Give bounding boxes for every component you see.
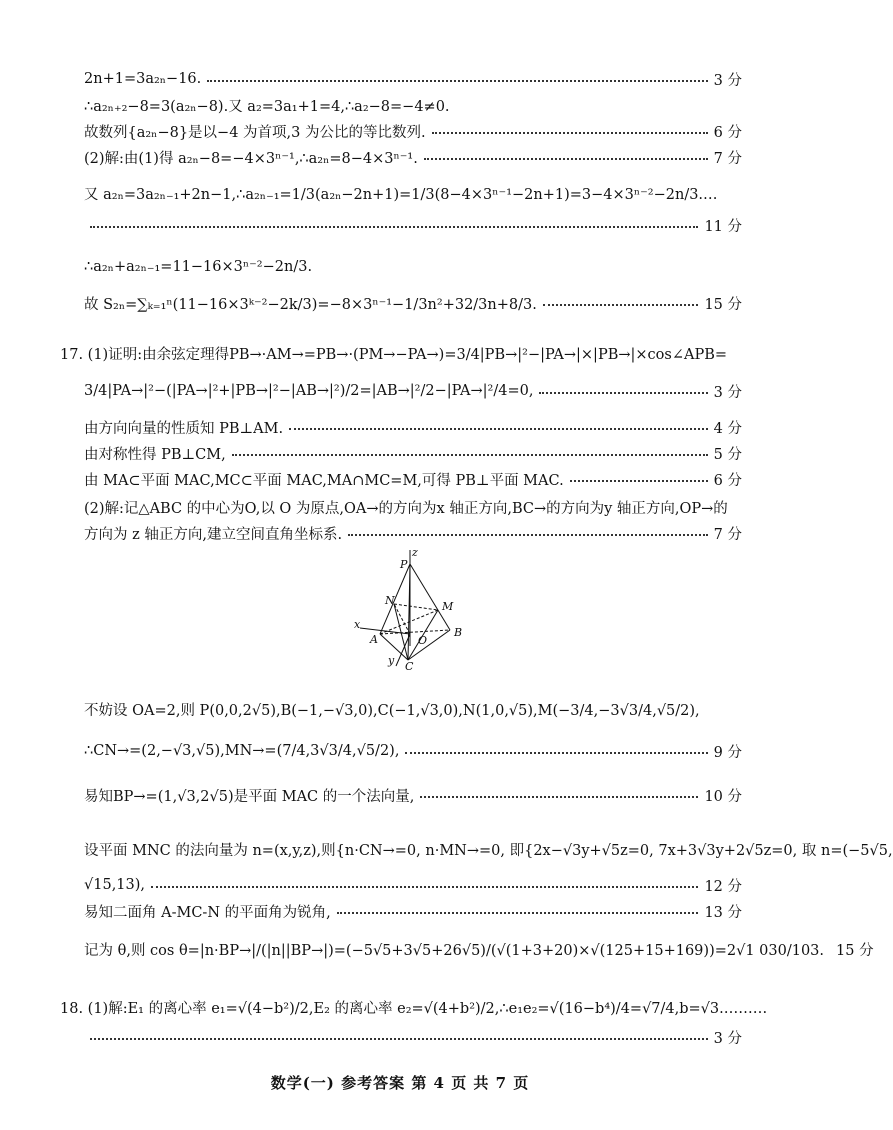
score-label: 3 分 — [713, 1030, 742, 1047]
line-8 — [84, 290, 742, 316]
line-text: 17. (1)证明:由余弦定理得PB→·AM→=PB→·(PM→−PA→)=3/4|PB→|²−|PA→|×|PB→|×cos∠APB= — [60, 346, 728, 363]
line-text: 2n+1=3a₂ₙ−16. — [84, 71, 202, 87]
score-label: 15 分 — [836, 942, 874, 959]
line-23 — [60, 994, 768, 1020]
dot-leader — [232, 454, 708, 456]
line-1 — [84, 66, 742, 92]
line-text: 易知BP→=(1,√3,2√5)是平面 MAC 的一个法向量, — [84, 788, 415, 805]
line-text: 设平面 MNC 的法向量为 n=(x,y,z),则{n·CN→=0, n·MN→=0, 即{2x−√3y+√5z=0, 7x+3√3y+2√5z=0, 取 n=(−5√5, — [84, 842, 893, 859]
line-4 — [84, 144, 742, 170]
line-text: √15,13), — [84, 877, 146, 893]
dot-leader — [424, 158, 708, 160]
line-7 — [84, 254, 742, 280]
line-text: 记为 θ,则 cos θ=|n·BP→|/(|n||BP→|)=(−5√5+3√5+26√5)/(√(1+3+20)×√(125+15+169))=2√1 030/103. — [84, 942, 825, 959]
score-label: 3 分 — [713, 72, 742, 89]
label-z: z — [412, 546, 418, 559]
line-14 — [84, 494, 742, 520]
line-11 — [84, 414, 742, 440]
line-21 — [84, 898, 742, 924]
line-text: ∴CN→=(2,−√3,√5),MN→=(7/4,3√3/4,√5/2), — [84, 743, 400, 759]
label-C: C — [405, 660, 414, 673]
line-12 — [84, 440, 742, 466]
segment-NM — [394, 604, 438, 610]
score-label: 6 分 — [713, 124, 742, 141]
line-10 — [84, 378, 742, 404]
score-label: 9 分 — [713, 744, 742, 761]
x-axis — [360, 628, 410, 634]
line-text: ∴a₂ₙ+a₂ₙ₋₁=11−16×3ⁿ⁻²−2n/3. — [84, 259, 313, 275]
line-text: 3/4|PA→|²−(|PA→|²+|PB→|²−|AB→|²)/2=|AB→|²/2−|PA→|²/4=0, — [84, 383, 534, 399]
line-text: 18. (1)解:E₁ 的离心率 e₁=√(4−b²)/2,E₂ 的离心率 e₂=√(4+b²)/2,∴e₁e₂=√(16−b⁴)/4=√7/4,b=√3.……… — [60, 1000, 768, 1017]
edge-CB — [408, 630, 450, 660]
label-A: A — [370, 633, 378, 646]
label-y: y — [388, 654, 395, 667]
line-text: ∴a₂ₙ₊₂−8=3(a₂ₙ−8).又 a₂=3a₁+1=4,∴a₂−8=−4≠0. — [84, 98, 450, 115]
score-label: 7 分 — [713, 526, 742, 543]
line-9 — [60, 340, 742, 366]
line-text: 故 S₂ₙ=∑ₖ₌₁ⁿ(11−16×3ᵏ⁻²−2k/3)=−8×3ⁿ⁻¹−1/3n²+32/3n+8/3. — [84, 296, 537, 313]
line-3 — [84, 118, 742, 144]
page-footer: 数学(一) 参考答案 第 4 页 共 7 页 — [270, 1074, 530, 1092]
label-B: B — [454, 626, 463, 639]
line-text: (2)解:记△ABC 的中心为O,以 O 为原点,OA→的方向为x 轴正方向,BC→的方向为y 轴正方向,OP→的 — [84, 500, 728, 517]
score-label: 12 分 — [704, 878, 742, 895]
line-16 — [84, 696, 742, 722]
line-22 — [84, 936, 874, 962]
line-text: 由对称性得 PB⊥CM, — [84, 446, 226, 463]
score-label: 15 分 — [704, 296, 742, 313]
score-label: 13 分 — [704, 904, 742, 921]
score-label: 7 分 — [713, 150, 742, 167]
tetrahedron-figure — [350, 546, 470, 673]
dot-leader — [207, 80, 707, 82]
dot-leader — [405, 752, 707, 754]
line-24 — [84, 1024, 742, 1050]
label-P: P — [400, 558, 408, 571]
line-19 — [84, 836, 893, 862]
dot-leader — [432, 132, 708, 134]
edge-PB — [410, 564, 450, 630]
line-text: 由方向向量的性质知 PB⊥AM. — [84, 420, 284, 437]
dot-leader — [570, 480, 708, 482]
label-x: x — [354, 618, 361, 631]
line-text: 不妨设 OA=2,则 P(0,0,2√5),B(−1,−√3,0),C(−1,√3,0),N(1,0,√5),M(−3/4,−3√3/4,√5/2), — [84, 702, 700, 719]
label-M: M — [442, 600, 454, 613]
score-label: 11 分 — [704, 218, 742, 235]
line-18 — [84, 782, 742, 808]
dot-leader — [348, 534, 708, 536]
line-13 — [84, 466, 742, 492]
dot-leader — [90, 226, 698, 228]
dot-leader — [539, 392, 707, 394]
line-text: (2)解:由(1)得 a₂ₙ−8=−4×3ⁿ⁻¹,∴a₂ₙ=8−4×3ⁿ⁻¹. — [84, 150, 418, 167]
score-label: 3 分 — [713, 384, 742, 401]
dot-leader — [543, 304, 699, 306]
score-label: 10 分 — [704, 788, 742, 805]
dot-leader — [90, 1038, 708, 1040]
score-label: 6 分 — [713, 472, 742, 489]
line-text: 又 a₂ₙ=3a₂ₙ₋₁+2n−1,∴a₂ₙ₋₁=1/3(a₂ₙ−2n+1)=1/3(8−4×3ⁿ⁻¹−2n+1)=3−4×3ⁿ⁻²−2n/3.… — [84, 186, 718, 203]
line-text: 易知二面角 A-MC-N 的平面角为锐角, — [84, 904, 331, 921]
label-N: N — [385, 594, 395, 607]
dot-leader — [337, 912, 699, 914]
line-15 — [84, 520, 742, 546]
score-label: 4 分 — [713, 420, 742, 437]
line-text: 由 MA⊂平面 MAC,MC⊂平面 MAC,MA∩MC=M,可得 PB⊥平面 MAC. — [84, 472, 564, 489]
dot-leader — [151, 886, 698, 888]
line-20 — [84, 872, 742, 898]
segment-ON — [394, 604, 410, 634]
line-2 — [84, 92, 742, 118]
label-O: O — [418, 634, 428, 647]
dot-leader — [289, 428, 708, 430]
line-5 — [84, 180, 742, 206]
line-text: 故数列{a₂ₙ−8}是以−4 为首项,3 为公比的等比数列. — [84, 124, 426, 141]
line-6 — [84, 212, 742, 238]
line-17 — [84, 738, 742, 764]
line-text: 方向为 z 轴正方向,建立空间直角坐标系. — [84, 526, 343, 543]
score-label: 5 分 — [713, 446, 742, 463]
dot-leader — [420, 796, 698, 798]
